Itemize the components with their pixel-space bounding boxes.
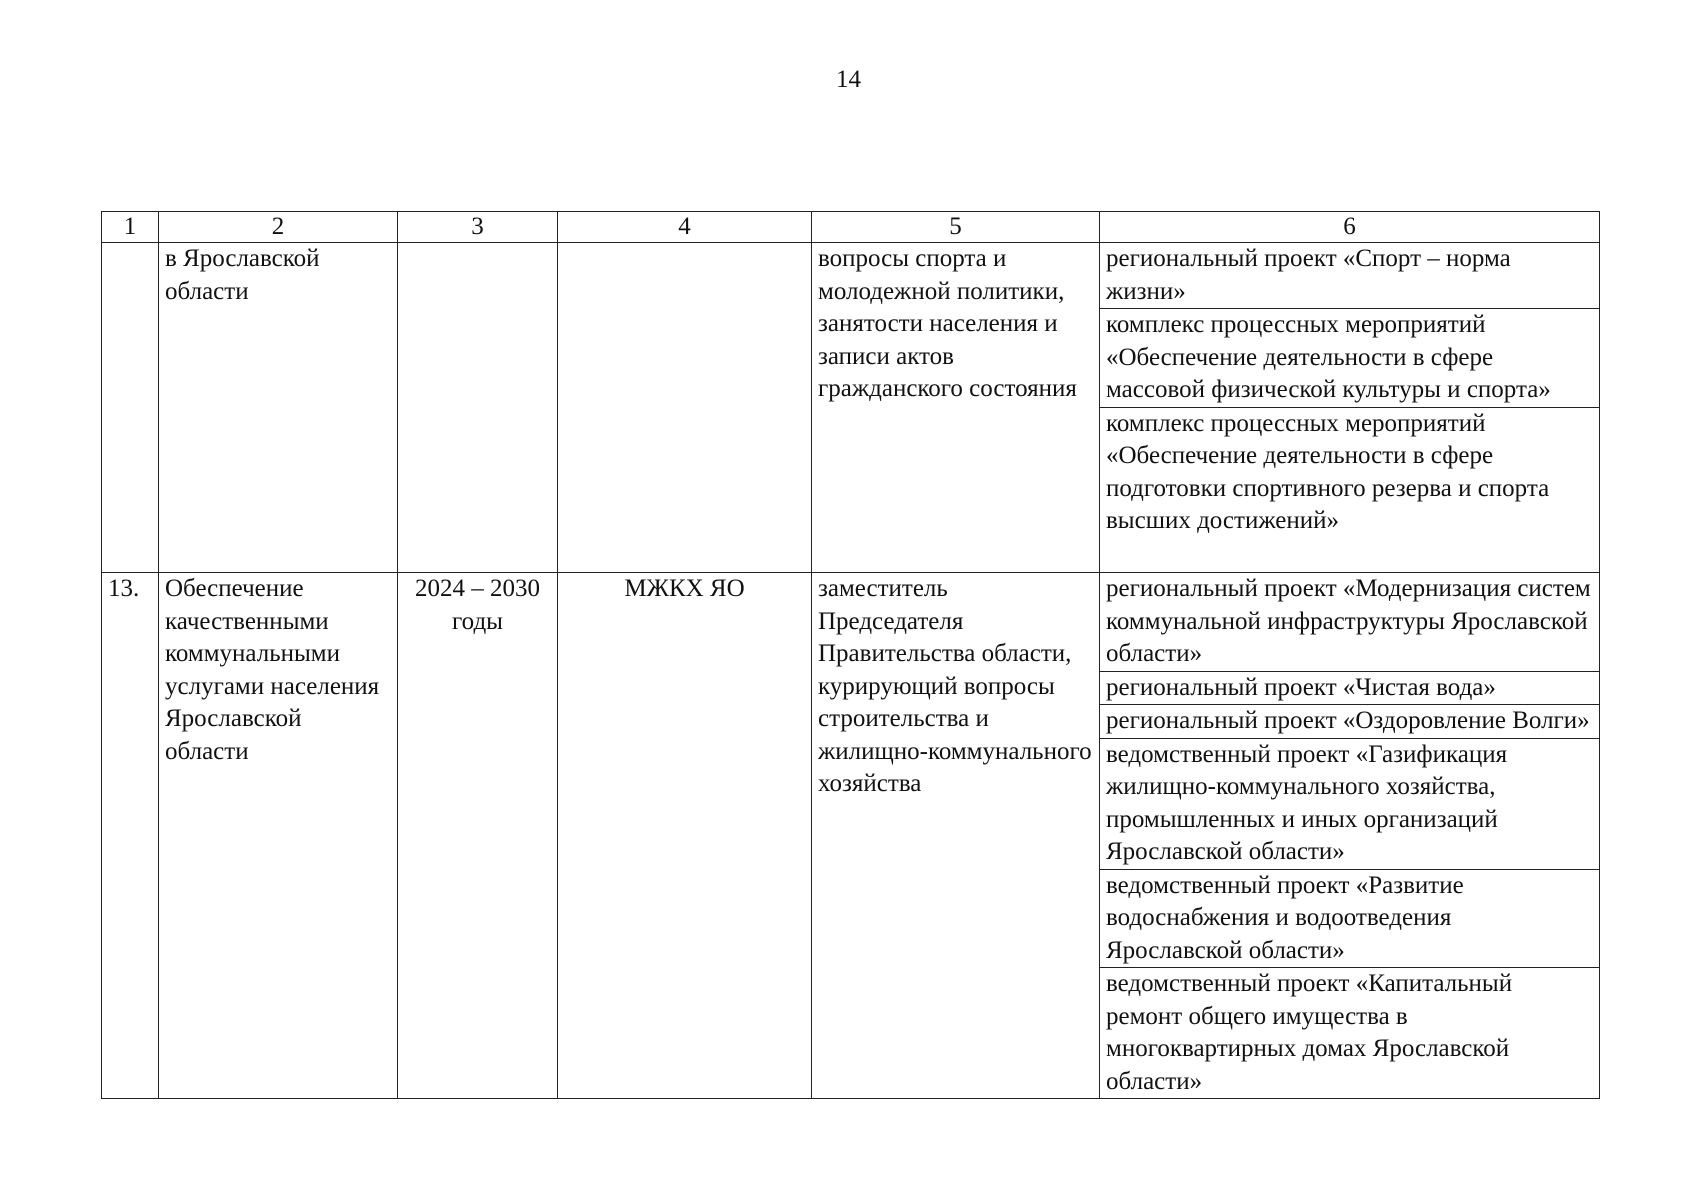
projects-cell: [1100, 573, 1600, 1099]
period-cell: [398, 243, 558, 573]
table-row: [102, 243, 1600, 573]
project-item: региональный проект «Оздоровление Волги»: [1100, 705, 1599, 739]
project-item: региональный проект «Спорт – норма жизни»: [1100, 243, 1599, 309]
project-item: ведомственный проект «Капитальный ремонт общего имущества в многоквартирных домах Ярославской области»: [1106, 970, 1513, 1095]
column-number-2: 2: [159, 212, 398, 243]
program-name-cell: Обеспечение качественными коммунальными услугами населения Ярославской области: [159, 573, 398, 1099]
program-name-cell: в Ярославской области: [159, 243, 398, 573]
row-number-cell: [102, 243, 159, 573]
document-table: [101, 211, 1600, 1099]
column-number-3: 3: [398, 212, 558, 243]
project-item: комплекс процессных мероприятий «Обеспечение деятельности в сфере подготовки спортивного резерва и спорта высших достижений»: [1106, 409, 1550, 534]
executor-cell: МЖКХ ЯО: [558, 573, 812, 1099]
table-row: [102, 573, 1600, 1099]
project-item: ведомственный проект «Газификация жилищно-коммунального хозяйства, промышленных и иных организаций Ярославской области»: [1100, 739, 1599, 870]
period-cell: 2024 – 2030 годы: [398, 573, 558, 1099]
table-header-row: [102, 212, 1600, 243]
column-number-6: 6: [1100, 212, 1600, 243]
row-number-cell: 13.: [102, 573, 159, 1099]
project-item: комплекс процессных мероприятий «Обеспечение деятельности в сфере массовой физической культуры и спорта»: [1100, 309, 1599, 408]
column-number-5: 5: [812, 212, 1100, 243]
projects-cell: [1100, 243, 1600, 573]
page-number: 14: [836, 66, 861, 93]
project-item: региональный проект «Чистая вода»: [1100, 672, 1599, 706]
column-number-1: 1: [102, 212, 159, 243]
curator-cell: вопросы спорта и молодежной политики, занятости населения и записи актов гражданского состояния: [812, 243, 1100, 573]
curator-cell: заместитель Председателя Правительства области, курирующий вопросы строительства и жилищно-коммунального хозяйства: [812, 573, 1100, 1099]
project-item: региональный проект «Модернизация систем коммунальной инфраструктуры Ярославской области»: [1100, 573, 1599, 672]
column-number-4: 4: [558, 212, 812, 243]
executor-cell: [558, 243, 812, 573]
project-item: ведомственный проект «Развитие водоснабжения и водоотведения Ярославской области»: [1100, 870, 1599, 969]
